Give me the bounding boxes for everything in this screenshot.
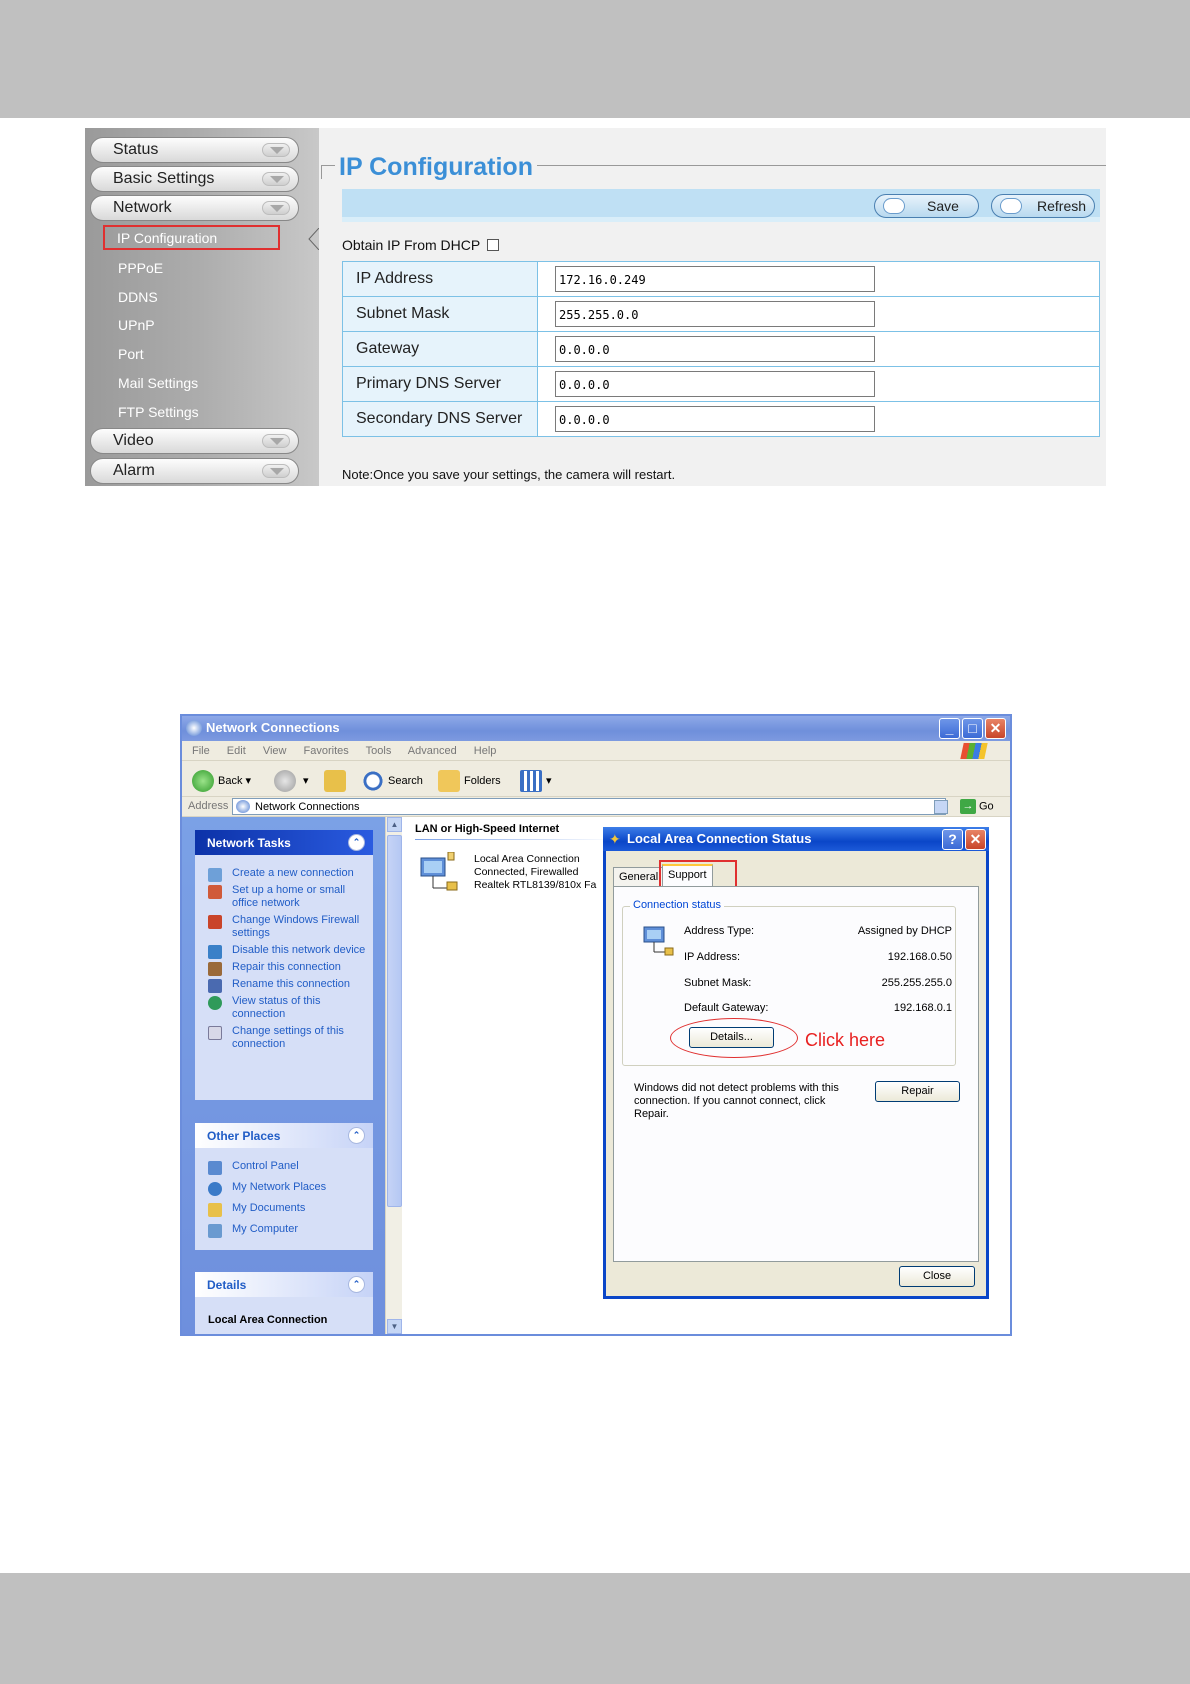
camera-ip-config-screenshot xyxy=(85,128,1106,486)
sidebar-item-ftp-settings[interactable]: FTP Settings xyxy=(118,404,199,420)
sidebar-item-mail-settings[interactable]: Mail Settings xyxy=(118,375,199,391)
search-icon xyxy=(362,770,384,792)
network-connection-icon xyxy=(641,924,675,958)
home-network-icon xyxy=(208,885,222,899)
field-label: Secondary DNS Server xyxy=(343,402,538,437)
details-item-title: Local Area Connection xyxy=(208,1314,328,1326)
go-button[interactable] xyxy=(960,799,994,814)
task-pane-scrollbar[interactable] xyxy=(385,817,402,1336)
default-gateway-label: Default Gateway: xyxy=(684,1002,769,1014)
tab-general[interactable]: General xyxy=(613,867,664,886)
address-value: Network Connections xyxy=(255,801,360,813)
task-rename[interactable] xyxy=(195,978,373,991)
task-disable-device[interactable] xyxy=(195,944,373,957)
task-repair[interactable] xyxy=(195,961,373,974)
details-button[interactable]: Details... xyxy=(689,1027,774,1048)
collapse-chevron-icon[interactable]: ⌃ xyxy=(348,1127,365,1144)
task-change-settings[interactable] xyxy=(195,1025,373,1051)
scrollbar-thumb[interactable] xyxy=(387,835,402,1207)
sidebar-item-pppoe[interactable]: PPPoE xyxy=(118,260,164,276)
dhcp-label: Obtain IP From DHCP xyxy=(342,237,480,253)
camera-sidebar xyxy=(85,128,319,486)
connection-item[interactable] xyxy=(474,853,596,892)
network-tasks-panel xyxy=(195,830,373,1100)
up-folder-button[interactable] xyxy=(324,770,350,792)
click-here-annotation: Click here xyxy=(805,1030,886,1050)
menu-favorites[interactable]: Favorites xyxy=(303,745,349,757)
network-places-icon xyxy=(208,1182,222,1196)
back-arrow-icon xyxy=(192,770,214,792)
table-row xyxy=(343,402,1100,437)
toolbar xyxy=(182,761,1010,797)
go-arrow-icon: → xyxy=(960,799,976,814)
tab-support[interactable]: Support xyxy=(662,864,713,886)
address-dropdown-icon[interactable] xyxy=(934,800,948,814)
disable-device-icon xyxy=(208,945,222,959)
chevron-down-icon xyxy=(262,172,290,186)
repair-button[interactable]: Repair xyxy=(875,1081,960,1102)
panel-header[interactable] xyxy=(195,1272,373,1297)
save-button[interactable] xyxy=(874,194,979,218)
up-folder-icon xyxy=(324,770,346,792)
chevron-down-icon xyxy=(262,464,290,478)
page-header-band xyxy=(0,0,1190,118)
panel-header[interactable] xyxy=(195,1123,373,1148)
go-label: Go xyxy=(979,800,994,813)
panel-title: Other Places xyxy=(207,1129,281,1143)
firewall-icon xyxy=(208,915,222,929)
sidebar-item-ddns[interactable]: DDNS xyxy=(118,289,158,305)
place-label: My Computer xyxy=(232,1223,299,1235)
section-header: LAN or High-Speed Internet xyxy=(415,823,560,835)
field-value-cell xyxy=(538,332,1100,367)
back-button[interactable]: Back ▾ xyxy=(192,770,251,792)
sidebar-section-status[interactable] xyxy=(90,137,299,163)
title-rule-tick xyxy=(321,165,322,179)
table-row xyxy=(343,332,1100,367)
panel-title: Network Tasks xyxy=(207,836,291,850)
task-label: Rename this connection xyxy=(232,978,351,990)
menu-tools[interactable]: Tools xyxy=(365,745,392,757)
sidebar-section-label: Network xyxy=(113,199,172,216)
place-my-documents[interactable] xyxy=(195,1202,373,1215)
collapse-chevron-icon[interactable]: ⌃ xyxy=(348,834,365,851)
connection-status: Connected, Firewalled xyxy=(474,866,579,878)
change-settings-icon xyxy=(208,1026,222,1040)
refresh-label: Refresh xyxy=(1037,198,1087,214)
field-value-cell xyxy=(538,297,1100,332)
subnet-mask-field[interactable]: 255.255.0.0 xyxy=(555,301,875,327)
address-input[interactable] xyxy=(232,798,946,815)
field-value-cell xyxy=(538,262,1100,297)
place-my-computer[interactable] xyxy=(195,1223,373,1236)
dialog-title-bar xyxy=(603,827,989,851)
panel-header[interactable] xyxy=(195,830,373,855)
menu-view[interactable]: View xyxy=(262,745,287,757)
connection-device: Realtek RTL8139/810x Fa xyxy=(474,879,597,891)
sidebar-item-port[interactable]: Port xyxy=(118,346,144,362)
folders-icon xyxy=(438,770,460,792)
ip-address-value: 192.168.0.50 xyxy=(887,951,952,963)
secondary-dns-field[interactable]: 0.0.0.0 xyxy=(555,406,875,432)
repair-description: Windows did not detect problems with this connection. If you cannot connect, click Repair. xyxy=(634,1082,839,1120)
task-create-connection[interactable] xyxy=(195,867,373,880)
forward-button[interactable]: ▾ xyxy=(274,770,309,792)
connection-name: Local Area Connection xyxy=(474,853,580,865)
minimize-button[interactable]: _ xyxy=(939,718,960,739)
dhcp-row xyxy=(342,237,499,253)
forward-arrow-icon xyxy=(274,770,296,792)
dialog-title: Local Area Connection Status xyxy=(627,831,812,846)
documents-folder-icon xyxy=(208,1203,222,1217)
ip-address-label: IP Address: xyxy=(684,951,741,963)
sidebar-item-upnp[interactable]: UPnP xyxy=(118,317,155,333)
table-row xyxy=(343,262,1100,297)
place-label: Control Panel xyxy=(232,1160,299,1172)
views-button[interactable]: ▾ xyxy=(520,770,552,792)
details-highlight-oval xyxy=(670,1018,798,1058)
task-label: Repair this connection xyxy=(232,961,341,973)
address-label: Address xyxy=(188,800,229,812)
sidebar-section-alarm[interactable] xyxy=(90,458,299,484)
dialog-close-text-button[interactable]: Close xyxy=(899,1266,975,1287)
save-icon xyxy=(883,198,905,214)
task-label: Disable this network device xyxy=(232,944,366,956)
ip-address-field[interactable]: 172.16.0.249 xyxy=(555,266,875,292)
rename-icon xyxy=(208,979,222,993)
field-label: Gateway xyxy=(343,332,538,367)
task-view-status[interactable] xyxy=(195,995,373,1021)
local-area-connection-icon[interactable] xyxy=(417,852,461,894)
menu-bar xyxy=(182,741,1010,761)
network-connections-icon xyxy=(186,720,202,736)
address-type-value: Assigned by DHCP xyxy=(857,925,952,937)
computer-icon xyxy=(208,1224,222,1238)
sidebar-section-label: Video xyxy=(113,432,154,449)
task-label: View status of this connection xyxy=(232,995,321,1020)
control-panel-icon xyxy=(208,1161,222,1175)
sidebar-section-video[interactable] xyxy=(90,428,299,454)
page-title: IP Configuration xyxy=(335,153,537,182)
search-label: Search xyxy=(388,774,423,787)
sidebar-section-label: Alarm xyxy=(113,462,155,479)
field-value-cell xyxy=(538,402,1100,437)
field-label: Primary DNS Server xyxy=(343,367,538,402)
search-button[interactable] xyxy=(362,770,423,792)
chevron-down-icon xyxy=(262,143,290,157)
save-label: Save xyxy=(927,198,959,214)
views-icon xyxy=(520,770,542,792)
task-firewall[interactable] xyxy=(195,914,373,940)
repair-wrench-icon xyxy=(208,962,222,976)
sidebar-item-ip-configuration[interactable]: IP Configuration xyxy=(103,225,280,250)
folders-label: Folders xyxy=(464,774,501,787)
folders-button[interactable] xyxy=(438,770,501,792)
default-gateway-value: 192.168.0.1 xyxy=(893,1002,952,1014)
task-label: Set up a home or small office network xyxy=(232,884,346,909)
refresh-icon xyxy=(1000,198,1022,214)
task-home-network[interactable] xyxy=(195,884,373,910)
sidebar-section-network[interactable] xyxy=(90,195,299,221)
maximize-button[interactable]: □ xyxy=(962,718,983,739)
collapse-chevron-icon[interactable]: ⌃ xyxy=(348,1276,365,1293)
scroll-down-icon[interactable]: ▼ xyxy=(387,1319,402,1334)
place-label: My Network Places xyxy=(232,1181,327,1193)
panel-title: Details xyxy=(207,1278,247,1292)
menu-help[interactable]: Help xyxy=(473,745,497,757)
table-row xyxy=(343,297,1100,332)
windows-logo-icon xyxy=(960,743,987,759)
field-value-cell xyxy=(538,367,1100,402)
primary-dns-field[interactable]: 0.0.0.0 xyxy=(555,371,875,397)
field-label: Subnet Mask xyxy=(343,297,538,332)
help-button[interactable]: ? xyxy=(942,829,963,850)
sidebar-section-basic-settings[interactable] xyxy=(90,166,299,192)
task-pane xyxy=(182,817,385,1336)
close-button[interactable]: ✕ xyxy=(985,718,1006,739)
task-label: Change Windows Firewall settings xyxy=(232,914,360,939)
dialog-close-button[interactable]: ✕ xyxy=(965,829,986,850)
subnet-mask-label: Subnet Mask: xyxy=(684,977,752,989)
camera-main-panel xyxy=(319,128,1106,486)
network-connections-icon xyxy=(236,800,250,813)
page-footer-band xyxy=(0,1573,1190,1684)
task-label: Create a new connection xyxy=(232,867,354,879)
new-connection-icon xyxy=(208,868,222,882)
group-title: Connection status xyxy=(630,899,724,911)
dhcp-checkbox[interactable] xyxy=(487,239,499,251)
subnet-mask-value: 255.255.255.0 xyxy=(881,977,952,989)
field-label: IP Address xyxy=(343,262,538,297)
view-status-icon xyxy=(208,996,222,1010)
menu-advanced[interactable]: Advanced xyxy=(407,745,457,757)
task-label: Change settings of this connection xyxy=(232,1025,344,1050)
address-bar xyxy=(182,797,1010,817)
menu-edit[interactable]: Edit xyxy=(226,745,246,757)
place-label: My Documents xyxy=(232,1202,306,1214)
other-places-panel xyxy=(195,1123,373,1250)
restart-note: Note:Once you save your settings, the camera will restart. xyxy=(342,467,676,482)
refresh-button[interactable] xyxy=(991,194,1095,218)
table-row xyxy=(343,367,1100,402)
back-label: Back xyxy=(218,774,243,787)
active-pointer-icon xyxy=(307,228,319,250)
details-panel xyxy=(195,1272,373,1336)
section-rule xyxy=(415,839,615,840)
sidebar-section-label: Basic Settings xyxy=(113,170,215,187)
window-title-bar xyxy=(182,716,1010,741)
network-status-icon: ✦ xyxy=(609,831,621,847)
address-type-label: Address Type: xyxy=(684,925,755,937)
scroll-up-icon[interactable]: ▲ xyxy=(387,817,402,832)
status-dialog xyxy=(603,827,989,1299)
support-tab-highlight xyxy=(659,860,737,889)
place-my-network-places[interactable] xyxy=(195,1181,373,1194)
camera-toolbar xyxy=(342,189,1100,222)
ip-settings-table xyxy=(342,261,1100,437)
chevron-down-icon xyxy=(262,201,290,215)
chevron-down-icon xyxy=(262,434,290,448)
place-control-panel[interactable] xyxy=(195,1160,373,1173)
sidebar-section-label: Status xyxy=(113,141,159,158)
menu-file[interactable]: File xyxy=(192,745,210,757)
gateway-field[interactable]: 0.0.0.0 xyxy=(555,336,875,362)
window-title: Network Connections xyxy=(206,720,340,735)
